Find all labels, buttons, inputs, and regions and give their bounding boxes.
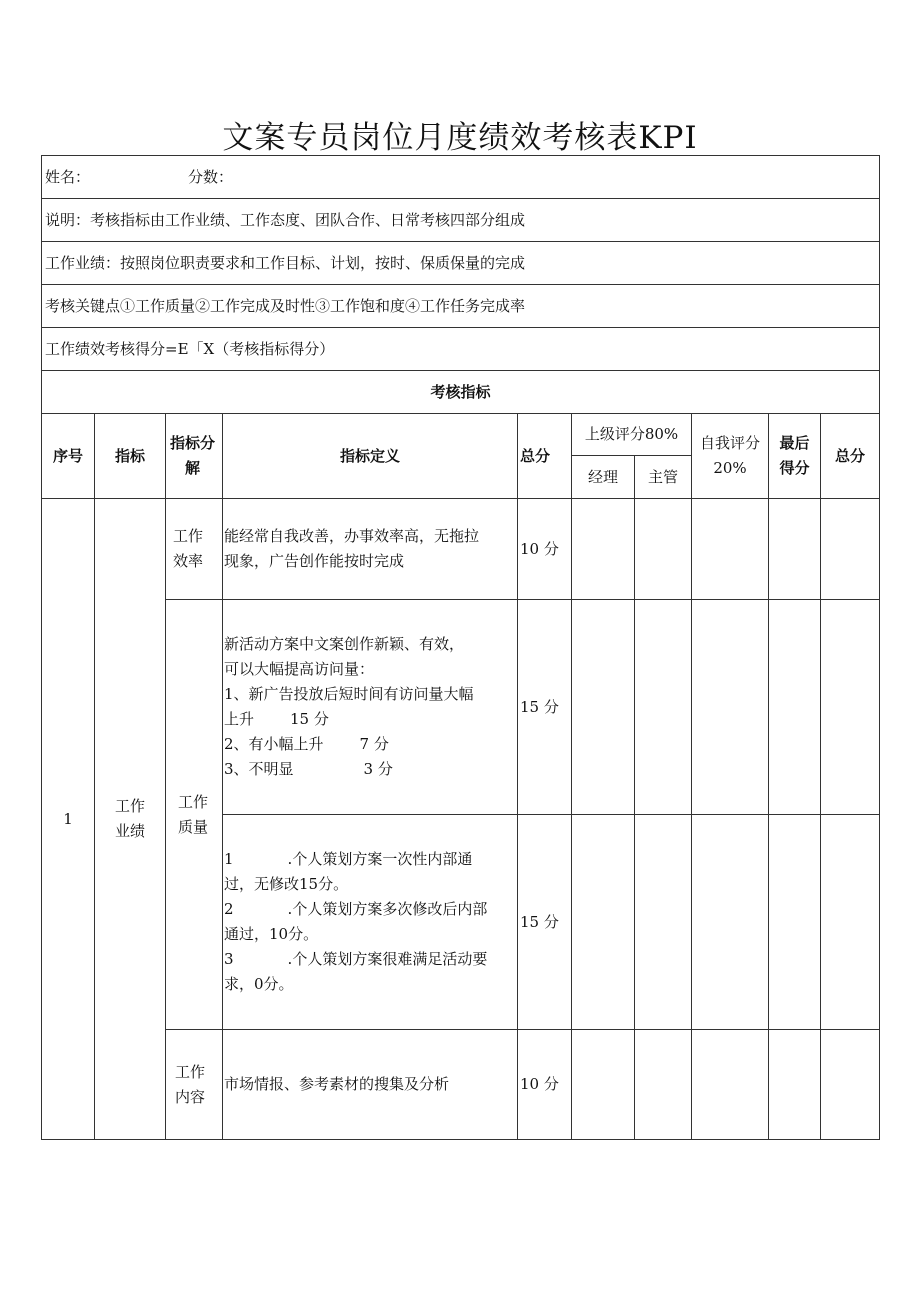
manager-score-cell[interactable] xyxy=(572,815,635,1030)
definition-line: 市场情报、参考素材的搜集及分析 xyxy=(224,1075,450,1093)
definition-line: 上升 xyxy=(224,710,255,728)
definition-line: 可以大幅提高访问量： xyxy=(224,660,375,678)
table-row xyxy=(42,1030,880,1140)
header-breakdown: 指标分解 xyxy=(166,414,223,499)
header-superior: 上级评分80% xyxy=(572,414,692,456)
description-text: 说明：考核指标由工作业绩、工作态度、团队合作、日常考核四部分组成 xyxy=(42,199,880,242)
manager-score-cell[interactable] xyxy=(572,499,635,600)
definition-line: .个人策划方案多次修改后内部 xyxy=(287,900,488,918)
info-row-key-points xyxy=(42,285,880,328)
final-score-cell[interactable] xyxy=(769,600,821,815)
self-score-cell[interactable] xyxy=(692,815,769,1030)
final-score-cell[interactable] xyxy=(769,815,821,1030)
header-supervisor: 主管 xyxy=(635,456,692,499)
indicator-cell: 工作业绩 xyxy=(95,499,166,1140)
info-row-formula xyxy=(42,328,880,371)
header-definition: 指标定义 xyxy=(223,414,518,499)
supervisor-score-cell[interactable] xyxy=(635,600,692,815)
info-row-name xyxy=(42,156,880,199)
manager-score-cell[interactable] xyxy=(572,1030,635,1140)
section-header: 考核指标 xyxy=(42,371,880,414)
definition-line: .个人策划方案一次性内部通 xyxy=(287,850,473,868)
final-score-cell[interactable] xyxy=(769,1030,821,1140)
header-self: 自我评分20% xyxy=(692,414,769,499)
header-seq: 序号 xyxy=(42,414,95,499)
supervisor-score-cell[interactable] xyxy=(635,499,692,600)
formula-text: 工作绩效考核得分=E「X（考核指标得分） xyxy=(42,328,880,371)
definition-line: 通过，10分。 xyxy=(224,925,319,943)
header-total: 总分 xyxy=(518,414,572,499)
self-score-cell[interactable] xyxy=(692,499,769,600)
self-score-cell[interactable] xyxy=(692,1030,769,1140)
definition-line: 新活动方案中文案创作新颖、有效， xyxy=(224,635,465,653)
definition-line: 能经常自我改善，办事效率高，无拖拉 xyxy=(224,527,480,545)
definition-line: 过，无修改15分。 xyxy=(224,875,349,893)
self-score-cell[interactable] xyxy=(692,600,769,815)
work-performance-text: 工作业绩：按照岗位职责要求和工作目标、计划，按时、保质保量的完成 xyxy=(42,242,880,285)
total-score-cell[interactable] xyxy=(821,499,880,600)
header-manager: 经理 xyxy=(572,456,635,499)
definition-cell xyxy=(223,499,518,600)
definition-cell xyxy=(223,815,518,1030)
section-header-row xyxy=(42,371,880,414)
header-final: 最后得分 xyxy=(769,414,821,499)
total-score-cell[interactable] xyxy=(821,600,880,815)
table-row xyxy=(42,499,880,600)
definition-line: 3 xyxy=(224,950,234,968)
key-points-text: 考核关键点①工作质量②工作完成及时性③工作饱和度④工作任务完成率 xyxy=(42,285,880,328)
definition-cell xyxy=(223,1030,518,1140)
column-header-row xyxy=(42,414,880,456)
info-row-description xyxy=(42,199,880,242)
definition-line: 2 xyxy=(224,900,234,918)
info-row-work-performance xyxy=(42,242,880,285)
supervisor-score-cell[interactable] xyxy=(635,1030,692,1140)
breakdown-cell: 工作效率 xyxy=(166,499,223,600)
definition-line: 求，0分。 xyxy=(224,975,294,993)
definition-line: 1、新广告投放后短时间有访问量大幅 xyxy=(224,685,474,703)
definition-cell xyxy=(223,600,518,815)
breakdown-cell: 工作质量 xyxy=(166,600,223,1030)
supervisor-score-cell[interactable] xyxy=(635,815,692,1030)
page-title: 文案专员岗位月度绩效考核表KPI xyxy=(222,120,698,156)
score-cell: 10 分 xyxy=(518,499,572,600)
definition-line: 2、有小幅上升 xyxy=(224,735,324,753)
definition-line: 现象，广告创作能按时完成 xyxy=(224,552,405,570)
seq-cell: 1 xyxy=(42,499,95,1140)
breakdown-cell: 工作内容 xyxy=(166,1030,223,1140)
definition-line: 3 分 xyxy=(363,760,393,778)
definition-line: 7 分 xyxy=(359,735,389,753)
header-total2: 总分 xyxy=(821,414,880,499)
definition-line: .个人策划方案很难满足活动要 xyxy=(287,950,488,968)
score-cell: 10 分 xyxy=(518,1030,572,1140)
kpi-table xyxy=(41,155,880,1140)
definition-line: 15 分 xyxy=(290,710,329,728)
total-score-cell[interactable] xyxy=(821,815,880,1030)
definition-line: 3、不明显 xyxy=(224,760,294,778)
score-cell: 15 分 xyxy=(518,600,572,815)
score-cell: 15 分 xyxy=(518,815,572,1030)
total-score-cell[interactable] xyxy=(821,1030,880,1140)
name-label: 姓名： xyxy=(45,167,91,186)
manager-score-cell[interactable] xyxy=(572,600,635,815)
final-score-cell[interactable] xyxy=(769,499,821,600)
table-row xyxy=(42,600,880,815)
score-label: 分数： xyxy=(188,167,234,186)
definition-line: 1 xyxy=(224,850,234,868)
header-indicator: 指标 xyxy=(95,414,166,499)
